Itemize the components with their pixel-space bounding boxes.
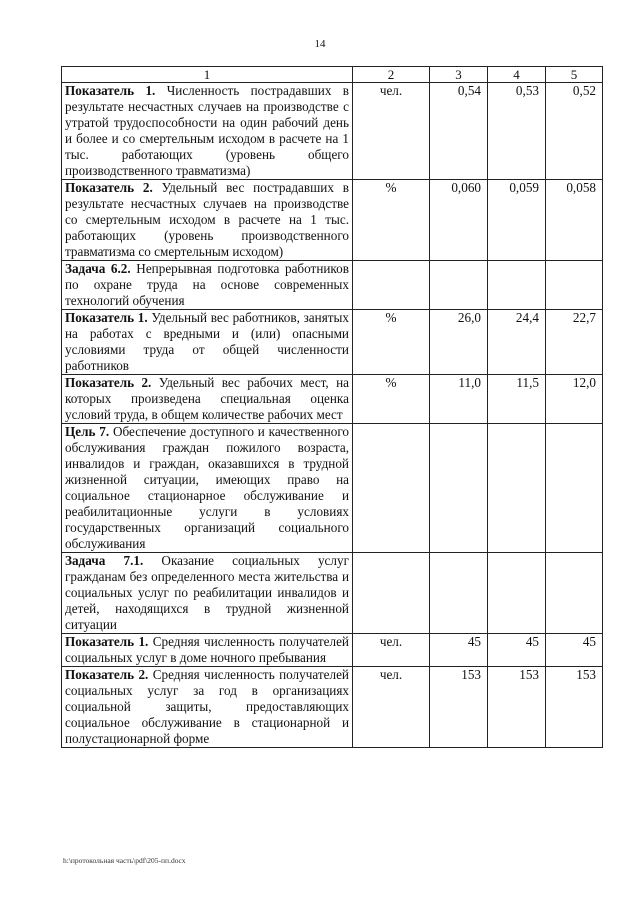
- row-description: [62, 634, 353, 667]
- row-value-col3: 26,0: [430, 310, 488, 375]
- row-value-col5: 45: [546, 634, 603, 667]
- row-text: Удельный вес работников, занятых на работах с вредными и (или) опасными условиями труда от общей численности работников: [65, 310, 349, 373]
- header-col-1: 1: [62, 67, 353, 83]
- row-unit: чел.: [353, 634, 430, 667]
- row-value-col5: [546, 424, 603, 553]
- header-col-2: 2: [353, 67, 430, 83]
- page-number: 14: [314, 38, 326, 50]
- row-value-col4: 24,4: [488, 310, 546, 375]
- row-label: Показатель 1.: [65, 310, 148, 325]
- row-value-col3: [430, 261, 488, 310]
- table-row: [62, 310, 603, 375]
- table-row: [62, 553, 603, 634]
- row-unit: [353, 424, 430, 553]
- row-unit: [353, 261, 430, 310]
- table-row: [62, 83, 603, 180]
- header-col-5: 5: [546, 67, 603, 83]
- header-col-4: 4: [488, 67, 546, 83]
- row-description: [62, 180, 353, 261]
- row-unit: [353, 553, 430, 634]
- row-text: Средняя численность получателей социальных услуг в доме ночного пребывания: [65, 634, 349, 665]
- row-label: Показатель 1.: [65, 83, 156, 98]
- row-value-col4: [488, 261, 546, 310]
- table-row: [62, 634, 603, 667]
- row-unit: чел.: [353, 83, 430, 180]
- row-description: [62, 553, 353, 634]
- header-col-3: 3: [430, 67, 488, 83]
- row-value-col5: 153: [546, 667, 603, 748]
- row-label: Показатель 2.: [65, 375, 152, 390]
- row-text: Оказание социальных услуг гражданам без определенного места жительства и социальных услуг по реабилитации инвалидов и детей, находящихся в трудной жизненной ситуации: [65, 553, 349, 632]
- row-unit: %: [353, 375, 430, 424]
- row-label: Задача 6.2.: [65, 261, 131, 276]
- row-unit: чел.: [353, 667, 430, 748]
- row-value-col4: [488, 553, 546, 634]
- row-value-col5: [546, 553, 603, 634]
- row-description: [62, 261, 353, 310]
- row-text: Средняя численность получателей социальных услуг за год в организациях социальной защиты, предоставляющих социальное обслуживание в стационарной и полустационарной форме: [65, 667, 349, 746]
- row-value-col4: 0,53: [488, 83, 546, 180]
- row-text: Обеспечение доступного и качественного обслуживания граждан пожилого возраста, инвалидов и граждан, оказавшихся в трудной жизненной ситуации, имеющих право на социальное стационарное обслуживание и реабилитационные услуги в условиях государственных организаций социального обслуживания: [65, 424, 349, 551]
- row-description: [62, 667, 353, 748]
- row-description: [62, 424, 353, 553]
- table-row: [62, 667, 603, 748]
- row-value-col5: 0,52: [546, 83, 603, 180]
- row-value-col4: 45: [488, 634, 546, 667]
- row-description: [62, 83, 353, 180]
- row-label: Показатель 1.: [65, 634, 149, 649]
- row-text: Удельный вес пострадавших в результате несчастных случаев на производстве со смертельным исходом в расчете на 1 тыс. работающих (уровень производственного травматизма со смертельным исходом): [65, 180, 349, 259]
- row-value-col5: 12,0: [546, 375, 603, 424]
- row-unit: %: [353, 310, 430, 375]
- row-value-col3: 11,0: [430, 375, 488, 424]
- row-value-col3: [430, 424, 488, 553]
- row-label: Показатель 2.: [65, 667, 149, 682]
- table-row: [62, 180, 603, 261]
- row-text: Удельный вес рабочих мест, на которых произведена специальная оценка условий труда, в общем количестве рабочих мест: [65, 375, 349, 422]
- row-description: [62, 375, 353, 424]
- row-description: [62, 310, 353, 375]
- row-value-col4: [488, 424, 546, 553]
- table-row: [62, 375, 603, 424]
- row-label: Задача 7.1.: [65, 553, 144, 568]
- row-value-col4: 0,059: [488, 180, 546, 261]
- row-unit: %: [353, 180, 430, 261]
- table-header-row: [62, 67, 603, 83]
- row-value-col5: [546, 261, 603, 310]
- row-value-col3: [430, 553, 488, 634]
- row-value-col3: 45: [430, 634, 488, 667]
- row-text: Непрерывная подготовка работников по охране труда на основе современных технологий обучения: [65, 261, 349, 308]
- row-value-col5: 0,058: [546, 180, 603, 261]
- footer-file-path: h:\протокольная часть\pdf\205-пп.docx: [63, 856, 186, 865]
- table-row: [62, 261, 603, 310]
- row-text: Численность пострадавших в результате несчастных случаев на производстве с утратой трудоспособности на один рабочий день и более и со смертельным исходом в расчете на 1 тыс. работающих (уровень общего производственного травматизма): [65, 83, 349, 178]
- row-value-col4: 153: [488, 667, 546, 748]
- row-value-col3: 0,54: [430, 83, 488, 180]
- row-value-col3: 0,060: [430, 180, 488, 261]
- row-value-col4: 11,5: [488, 375, 546, 424]
- row-label: Показатель 2.: [65, 180, 153, 195]
- row-value-col3: 153: [430, 667, 488, 748]
- row-value-col5: 22,7: [546, 310, 603, 375]
- row-label: Цель 7.: [65, 424, 110, 439]
- indicators-table: [61, 66, 603, 748]
- table-row: [62, 424, 603, 553]
